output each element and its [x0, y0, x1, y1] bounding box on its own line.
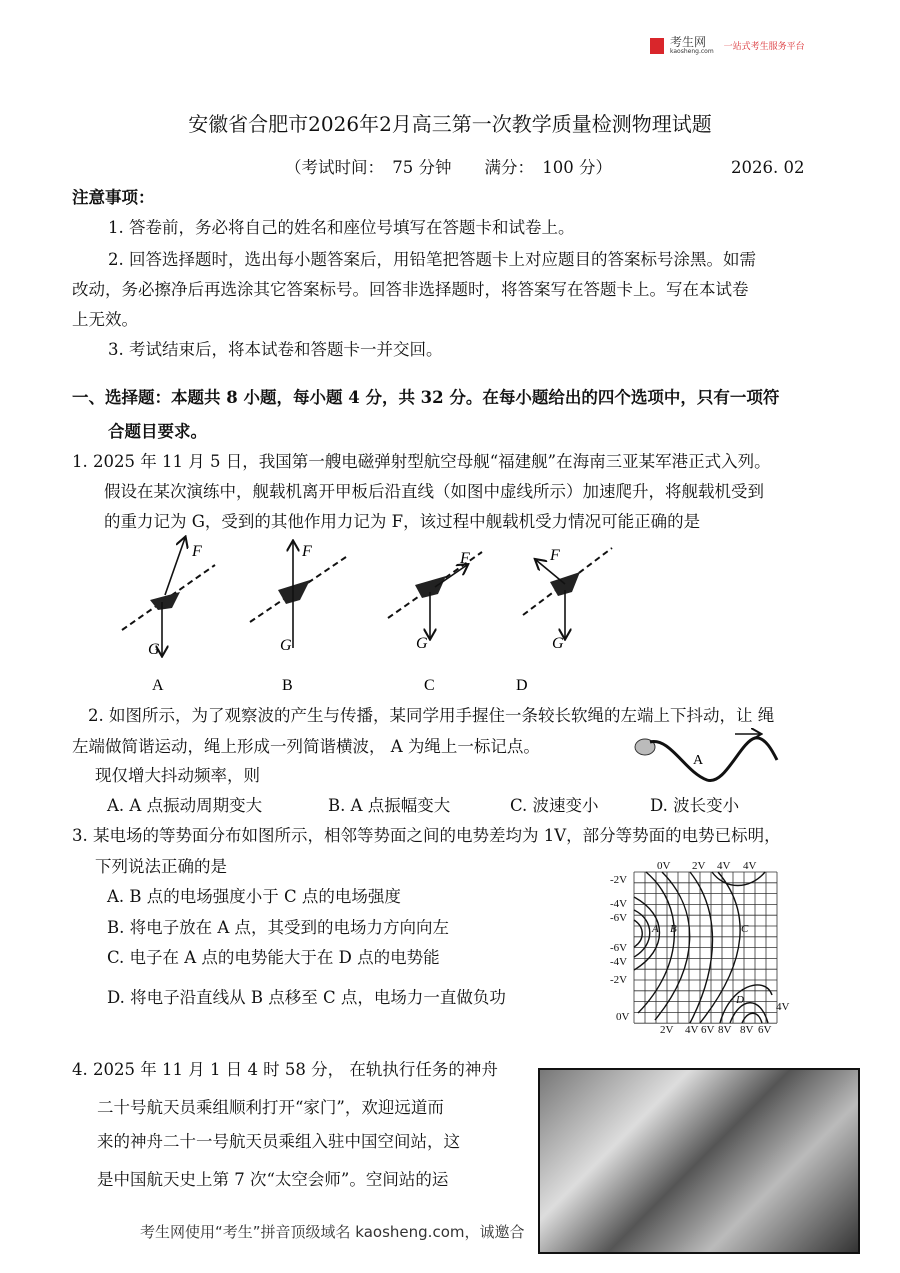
q2-wave-diagram — [625, 722, 785, 788]
q3-equipotential-diagram — [600, 855, 800, 1035]
svg-text:-2V: -2V — [610, 874, 628, 886]
q1-text: 的重力记为 G，受到的其他作用力记为 F，该过程中舰载机受力情况可能正确的是 — [104, 512, 701, 531]
notes-heading: 注意事项： — [72, 188, 155, 207]
note-line: 3. 考试结束后，将本试卷和答题卡一并交回。 — [108, 340, 443, 359]
option-a-diagram — [122, 538, 215, 694]
option-b-diagram — [250, 542, 346, 694]
logo-slogan: 一站式考生服务平台 — [723, 42, 805, 52]
svg-text:2V: 2V — [660, 1024, 674, 1035]
logo-name: 考生网 — [670, 35, 707, 49]
logo-domain: kaosheng.com — [670, 48, 714, 55]
q1-text: 1. 2025 年 11 月 5 日，我国第一艘电磁弹射型航空母舰“福建舰”在海南三亚某军港正式入列。 — [72, 452, 771, 471]
q3-option-a: A. B 点的电场强度小于 C 点的电场强度 — [107, 887, 401, 906]
svg-text:0V: 0V — [657, 860, 671, 872]
force-f-label: F — [302, 543, 312, 560]
q4-text: 4. 2025 年 11 月 1 日 4 时 58 分， 在轨执行任务的神舟 — [72, 1060, 498, 1079]
option-c-label: C — [424, 677, 435, 694]
q1-force-diagrams — [110, 530, 790, 700]
q2-text: 现仅增大抖动频率，则 — [95, 766, 260, 785]
q2-text: 左端做简谐运动，绳上形成一列简谐横波， A 为绳上一标记点。 — [72, 737, 540, 756]
option-a-label: A — [152, 677, 164, 694]
q4-text: 是中国航天史上第 7 次“太空会师”。空间站的运 — [97, 1170, 449, 1189]
svg-text:-2V: -2V — [610, 974, 628, 986]
note-line: 上无效。 — [72, 310, 138, 329]
exam-date: 2026. 02 — [731, 158, 805, 177]
kaosheng-logo[interactable] — [650, 36, 805, 55]
svg-text:0V: 0V — [616, 1011, 630, 1023]
svg-text:6V: 6V — [758, 1024, 772, 1035]
q2-option-a: A. A 点振动周期变大 — [107, 796, 263, 815]
svg-text:D: D — [736, 994, 744, 1006]
svg-text:-6V: -6V — [610, 912, 628, 924]
force-g-label: G — [416, 635, 428, 652]
svg-text:A: A — [652, 923, 659, 935]
aircraft-icon — [278, 580, 310, 604]
svg-text:4V: 4V — [743, 860, 757, 872]
svg-text:-4V: -4V — [610, 898, 628, 910]
section-heading: 一、选择题：本题共 8 小题，每小题 4 分，共 32 分。在每小题给出的四个选项中，只有一项符 — [72, 388, 780, 407]
q1-text: 假设在某次演练中，舰载机离开甲板后沿直线（如图中虚线所示）加速爬升，将舰载机受到 — [104, 482, 764, 501]
svg-text:8V: 8V — [718, 1024, 732, 1035]
footer-promo: 考生网使用“考生”拼音顶级域名 kaosheng.com，诚邀合 — [140, 1223, 525, 1241]
note-line: 2. 回答选择题时，选出每小题答案后，用铅笔把答题卡上对应题目的答案标号涂黑。如需 — [108, 250, 756, 269]
q3-option-c: C. 电子在 A 点的电势能大于在 D 点的电势能 — [107, 948, 440, 967]
q2-option-d: D. 波长变小 — [650, 796, 740, 815]
exam-info: （考试时间： 75 分钟 满分： 100 分） — [285, 158, 612, 177]
q4-text: 来的神舟二十一号航天员乘组入驻中国空间站，这 — [97, 1132, 460, 1151]
page-title: 安徽省合肥市2026年2月高三第一次教学质量检测物理试题 — [188, 112, 712, 136]
svg-text:4V: 4V — [776, 1001, 790, 1013]
section-heading-cont: 合题目要求。 — [108, 422, 207, 441]
q3-option-d: D. 将电子沿直线从 B 点移至 C 点，电场力一直做负功 — [107, 988, 506, 1007]
space-station-photo — [538, 1068, 860, 1254]
q2-text: 2. 如图所示，为了观察波的产生与传播，某同学用手握住一条较长软绳的左端上下抖动，让 绳 — [88, 706, 775, 725]
logo-mark-icon — [650, 38, 664, 54]
q3-text: 下列说法正确的是 — [95, 857, 227, 876]
q2-option-b: B. A 点振幅变大 — [328, 796, 451, 815]
q2-option-c: C. 波速变小 — [510, 796, 599, 815]
svg-text:-4V: -4V — [610, 956, 628, 968]
force-g-label: G — [280, 637, 292, 654]
option-d-diagram — [516, 547, 612, 694]
force-f-label: F — [460, 550, 470, 567]
force-f-label: F — [192, 543, 202, 560]
svg-text:2V: 2V — [692, 860, 706, 872]
q3-text: 3. 某电场的等势面分布如图所示，相邻等势面之间的电势差均为 1V，部分等势面的电势已标明， — [72, 826, 781, 845]
svg-text:C: C — [741, 923, 749, 935]
svg-text:6V: 6V — [701, 1024, 715, 1035]
option-b-label: B — [282, 677, 293, 694]
force-f-label: F — [550, 547, 560, 564]
option-c-diagram — [388, 550, 482, 694]
point-a-label: A — [693, 753, 704, 768]
note-line: 1. 答卷前，务必将自己的姓名和座位号填写在答题卡和试卷上。 — [108, 218, 575, 237]
svg-text:4V: 4V — [685, 1024, 699, 1035]
force-g-label: G — [148, 641, 160, 658]
q3-option-b: B. 将电子放在 A 点，其受到的电场力方向向左 — [107, 918, 450, 937]
svg-text:B: B — [670, 923, 677, 935]
svg-text:4V: 4V — [717, 860, 731, 872]
force-g-label: G — [552, 635, 564, 652]
q4-text: 二十号航天员乘组顺利打开“家门”，欢迎远道而 — [97, 1098, 444, 1117]
note-line: 改动，务必擦净后再选涂其它答案标号。回答非选择题时，将答案写在答题卡上。写在本试卷 — [72, 280, 749, 299]
svg-text:-6V: -6V — [610, 942, 628, 954]
option-d-label: D — [516, 677, 528, 694]
svg-text:8V: 8V — [740, 1024, 754, 1035]
